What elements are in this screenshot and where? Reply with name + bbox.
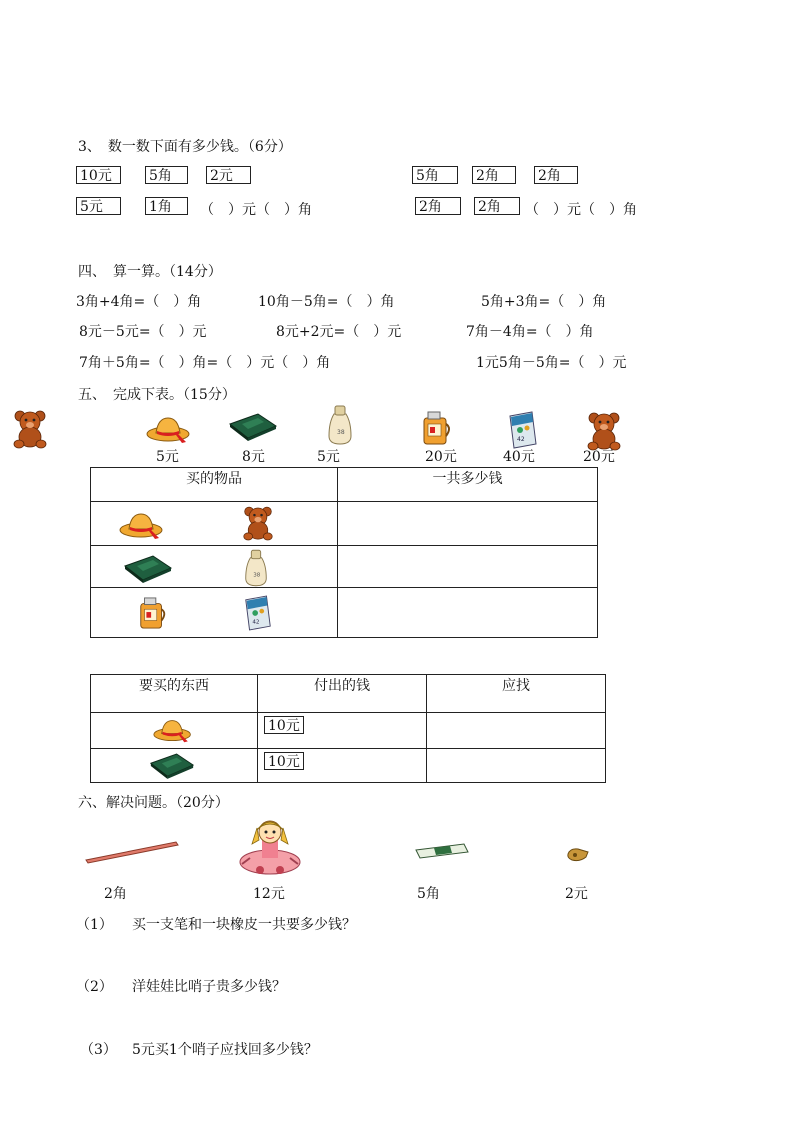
paid-amount: 10元: [264, 752, 304, 770]
calc-r2-c2: 8元+2元=（ ）元: [276, 324, 402, 340]
paid-cell: [258, 713, 427, 749]
items-cell: [91, 588, 338, 638]
price-whistle: 2元: [565, 886, 588, 902]
coin-right-r1-3: 2角: [534, 166, 578, 184]
doll-icon: [232, 818, 308, 876]
price-pen: 2角: [104, 886, 127, 902]
bear-icon: [12, 410, 48, 450]
bottle-icon: [325, 404, 355, 446]
change-cell[interactable]: [427, 713, 606, 749]
answer-cell[interactable]: [338, 588, 598, 638]
box-icon: [506, 410, 540, 450]
bottle-icon: [242, 548, 270, 588]
calc-r2-c3: 7角－4角=（ ）角: [466, 324, 594, 340]
price-box: 40元: [503, 449, 535, 465]
bear-icon: [242, 506, 274, 542]
calc-r3-c2: 1元5角－5角=（ ）元: [476, 355, 627, 371]
section-6-heading: 六、解决问题。（20分）: [78, 795, 229, 811]
question-2-number: （2）: [76, 979, 113, 995]
jug-icon: [420, 410, 454, 446]
coin-left-r2-1: 5元: [76, 197, 121, 215]
section-3-heading: 3、 数一数下面有多少钱。（6分）: [78, 139, 292, 155]
answer-cell[interactable]: [338, 502, 598, 546]
coin-left-r1-2: 5角: [145, 166, 188, 184]
whistle-icon: [566, 846, 590, 864]
table2-header-item: 要买的东西: [91, 675, 258, 713]
eraser-icon: [414, 842, 470, 860]
blackboard-icon: [228, 412, 278, 442]
coin-left-r2-2: 1角: [145, 197, 188, 215]
price-blackboard: 8元: [242, 449, 265, 465]
purchase-total-table: [90, 467, 598, 638]
hat-icon: [153, 717, 193, 745]
table-row: [91, 588, 598, 638]
item-cell: [91, 749, 258, 783]
items-cell: [91, 546, 338, 588]
price-bear: 20元: [583, 449, 615, 465]
table-row: [91, 713, 606, 749]
table1-header-items: 买的物品: [91, 468, 338, 502]
coin-left-r1-3: 2元: [206, 166, 251, 184]
question-3-number: （3）: [80, 1042, 117, 1058]
price-eraser: 5角: [417, 886, 440, 902]
blackboard-icon: [149, 752, 195, 780]
table-row: [91, 749, 606, 783]
coin-right-r2-1: 2角: [415, 197, 461, 215]
items-cell: [91, 502, 338, 546]
paid-cell: [258, 749, 427, 783]
price-bottle: 5元: [317, 449, 340, 465]
section-4-heading: 四、 算一算。（14分）: [78, 264, 222, 280]
table1-header-total: 一共多少钱: [338, 468, 598, 502]
question-2-text: 洋娃娃比哨子贵多少钱？: [132, 979, 286, 995]
coin-right-r1-2: 2角: [472, 166, 516, 184]
answer-right-r2: （ ）元（ ）角: [525, 202, 637, 218]
question-3-text: 5元买1个哨子应找回多少钱？: [132, 1042, 318, 1058]
price-jug: 20元: [425, 449, 457, 465]
table2-header-change: 应找: [427, 675, 606, 713]
calc-r2-c1: 8元－5元=（ ）元: [79, 324, 207, 340]
answer-left-r2: （ ）元（ ）角: [200, 202, 312, 218]
price-hat: 5元: [156, 449, 179, 465]
question-1-text: 买一支笔和一块橡皮一共要多少钱？: [132, 917, 356, 933]
change-cell[interactable]: [427, 749, 606, 783]
calc-r1-c1: 3角+4角=（ ）角: [76, 294, 202, 310]
calc-r3-c1: 7角＋5角=（ ）角=（ ）元（ ）角: [79, 355, 331, 371]
table-row: [91, 502, 598, 546]
item-cell: [91, 713, 258, 749]
table-row: [91, 546, 598, 588]
calc-r1-c2: 10角－5角=（ ）角: [258, 294, 395, 310]
answer-cell[interactable]: [338, 546, 598, 588]
calc-r1-c3: 5角+3角=（ ）角: [481, 294, 607, 310]
coin-right-r1-1: 5角: [412, 166, 458, 184]
price-doll: 12元: [253, 886, 285, 902]
section-5-heading: 五、 完成下表。（15分）: [78, 387, 236, 403]
paid-amount: 10元: [264, 716, 304, 734]
table2-header-paid: 付出的钱: [258, 675, 427, 713]
coin-right-r2-2: 2角: [474, 197, 520, 215]
question-1-number: （1）: [76, 917, 113, 933]
change-table: [90, 674, 606, 783]
pen-icon: [84, 838, 180, 864]
hat-icon: [146, 414, 192, 446]
box-icon: [242, 594, 274, 632]
blackboard-icon: [123, 554, 173, 584]
jug-icon: [137, 596, 169, 630]
coin-left-r1-1: 10元: [76, 166, 121, 184]
hat-icon: [119, 510, 165, 542]
